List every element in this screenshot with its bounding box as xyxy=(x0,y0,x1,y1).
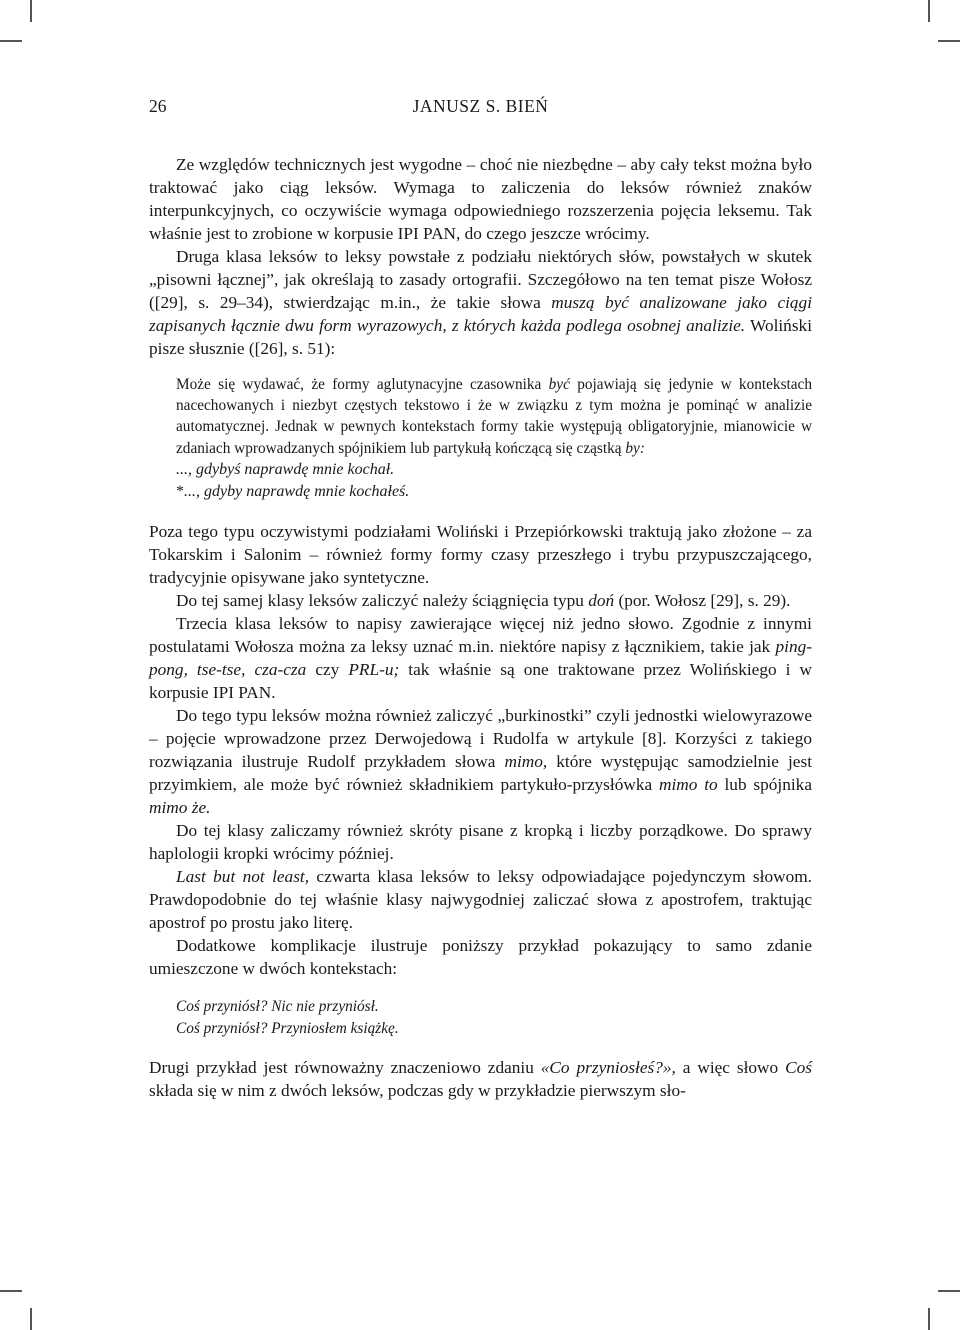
crop-mark-bottom-right-h xyxy=(938,1290,960,1292)
paragraph-6: Do tego typu leksów można również zaliczyć „burkinostki” czyli jednostki wielowyrazowe – pojęcie wprowadzone przez Derwojedową i Rudolfa w artykule [8]. Korzyści z takiego rozwiązania ilustruje Rudolf przykładem słowa mimo, które występując samodzielnie jest przyimkiem, ale może być również składnikiem partykuło-przysłówka mimo to lub spójnika mimo że. xyxy=(149,705,812,817)
quote-example-2 xyxy=(149,481,812,503)
quote-example-1: ..., gdybyś naprawdę mnie kochał. xyxy=(176,460,395,478)
quote-example-2-text: ..., gdyby naprawdę mnie kochałeś. xyxy=(184,482,410,500)
quote-text: Może się wydawać, że formy aglutynacyjne czasownika być pojawiają się jedynie w kontekstach nacechowanych i niezbyt częstych tekstowo i że w związku z tym można je pominąć w analizie automatycznej. Jednak w pewnych kontekstach formy takie występują obligatoryjnie, mianowicie w zdaniach wprowadzanych spójnikiem lub partykułą kończącą się cząstką by: xyxy=(176,376,812,457)
paragraph-final: Drugi przykład jest równoważny znaczeniowo zdaniu «Co przyniosłeś?», a więc słowo Coś składa się w nim z dwóch leksów, podczas gdy w przykładzie pierwszym sło- xyxy=(149,1058,812,1101)
block-quote xyxy=(149,374,812,503)
page-body xyxy=(149,96,812,1102)
paragraph-3: Poza tego typu oczywistymi podziałami Woliński i Przepiórkowski traktują jako złożone – za Tokarskim i Salonim – również formy formy czasy przeszłego i trybu przypuszczającego, tradycyjnie opisywane jako syntetyczne. xyxy=(149,521,812,587)
example-sentence-2: Coś przyniósł? Przyniosłem książkę. xyxy=(176,1019,399,1037)
ungrammatical-mark: * xyxy=(176,482,184,500)
paragraph-1: Ze względów technicznych jest wygodne – choć nie niezbędne – aby cały tekst można było traktować jako ciąg leksów. Wymaga to zaliczenia do leksów również znaków interpunkcyjnych, co oczywiście wymaga odpowiedniego rozszerzenia pojęcia leksemu. Tak właśnie jest to zrobione w korpusie IPI PAN, do czego jeszcze wrócimy. xyxy=(149,155,812,243)
paragraph-2: Druga klasa leksów to leksy powstałe z podziału niektórych słów, powstałych w skutek „pisowni łącznej”, jak określają to zasady ortografii. Szczegółowo na ten temat pisze Wołosz ([29], s. 29–34), stwierdzając m.in., że takie słowa muszą być analizowane jako ciągi zapisanych łącznie dwu form wyrazowych, z których każda podlega osobnej analizie. Woliński pisze słusznie ([26], s. 51): xyxy=(149,247,812,358)
paragraph-4: Do tej samej klasy leksów zaliczyć należy ściągnięcia typu doń (por. Wołosz [29], s. 29). xyxy=(176,590,791,610)
example-sentences xyxy=(149,996,812,1040)
crop-mark-bottom-right xyxy=(928,1308,930,1330)
paragraph-9: Dodatkowe komplikacje ilustruje poniższy przykład pokazujący to samo zdanie umieszczone w dwóch kontekstach: xyxy=(149,935,812,978)
example-sentence-1: Coś przyniósł? Nic nie przyniósł. xyxy=(176,997,379,1015)
crop-mark-top-left xyxy=(30,0,32,22)
crop-mark-bottom-left-h xyxy=(0,1290,22,1292)
paragraph-8: Last but not least, czwarta klasa leksów to leksy odpowiadające pojedynczym słowom. Prawdopodobnie do tej właśnie klasy najwygodniej zaliczać słowa z apostrofem, traktując apostrof po prostu jako literę. xyxy=(149,866,812,932)
crop-mark-top-right-h xyxy=(938,40,960,42)
paragraph-7: Do tej klasy zaliczamy również skróty pisane z kropką i liczby porządkowe. Do sprawy haplologii kropki wrócimy później. xyxy=(149,820,812,863)
crop-mark-top-left-h xyxy=(0,40,22,42)
crop-mark-top-right xyxy=(928,0,930,22)
page-number: 26 xyxy=(149,96,167,116)
running-title: JANUSZ S. BIEŃ xyxy=(412,96,549,116)
paragraph-5: Trzecia klasa leksów to napisy zawierające więcej niż jedno słowo. Zgodnie z innymi postulatami Wołosza można za leksy uznać m.in. niektóre napisy z łącznikiem, takie jak ping-pong, tse-tse, cza-cza czy PRL-u; tak właśnie są one traktowane przez Wolińskiego i w korpusie IPI PAN. xyxy=(149,613,812,702)
running-header xyxy=(149,96,812,122)
crop-mark-bottom-left xyxy=(30,1308,32,1330)
